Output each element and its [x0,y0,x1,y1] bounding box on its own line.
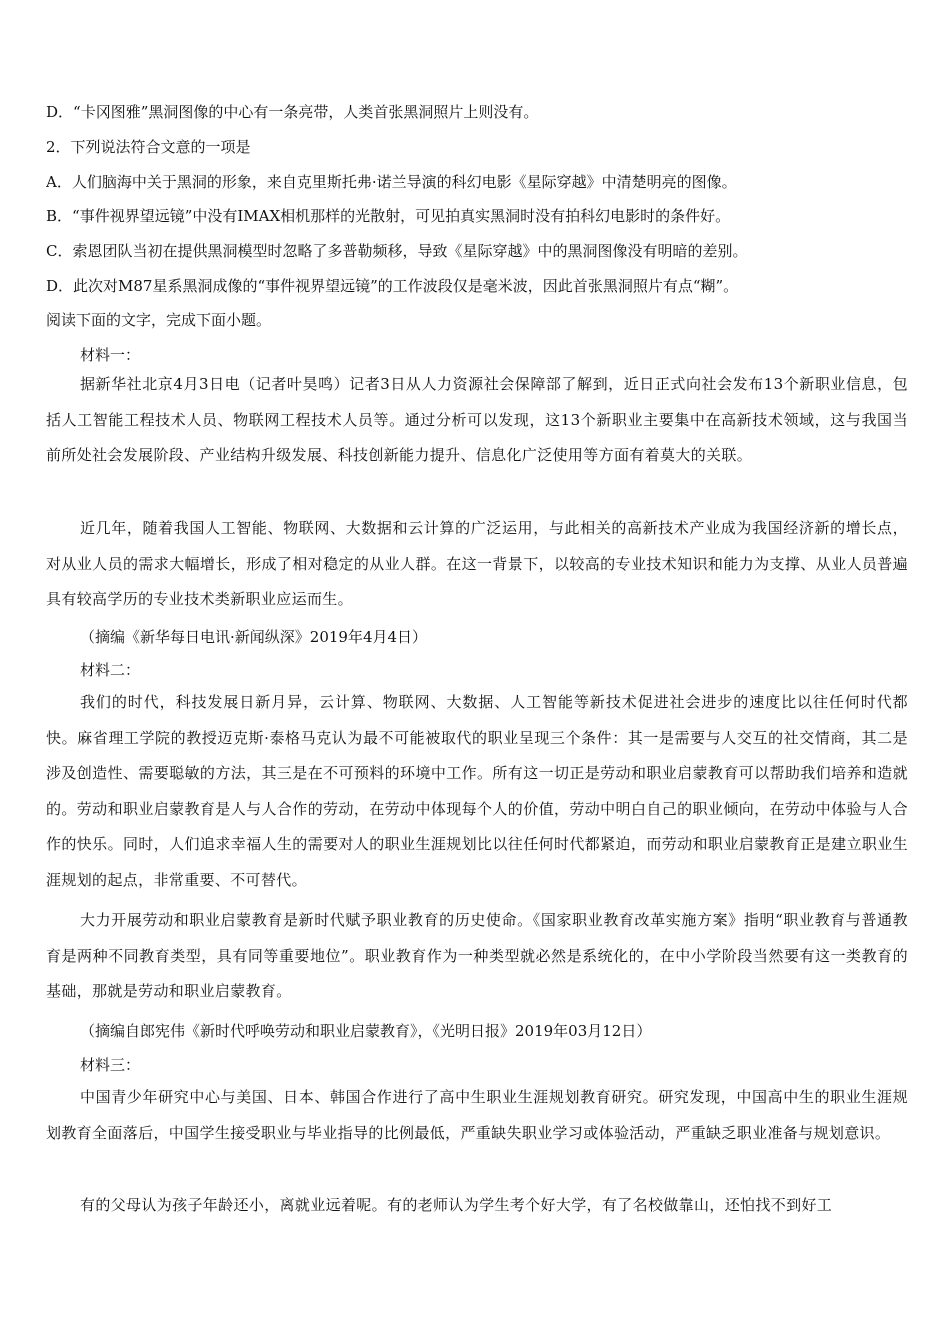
material3-paragraph-2: 有的父母认为孩子年龄还小，离就业远着呢。有的老师认为学生考个好大学，有了名校做靠山，还怕找不到好工 [80,1196,833,1214]
material2-source: （摘编自郎宪伟《新时代呼唤劳动和职业启蒙教育》，《光明日报》2019年03月12日） [80,1022,652,1040]
material3-label: 材料三： [80,1056,141,1074]
material1-paragraph-1: 据新华社北京4月3日电（记者叶昊鸣）记者3日从人力资源社会保障部了解到，近日正式向社会发布13个新职业信息，包括人工智能工程技术人员、物联网工程技术人员等。通过分析可以发现，这13个新职业主要集中在高新技术领域，这与我国当前所处社会发展阶段、产业结构升级发展、科技创新能力提升、信息化广泛使用等方面有着莫大的关联。 [46,375,908,464]
material2-label: 材料二： [80,661,141,679]
q2-option-a: A．人们脑海中关于黑洞的形象，来自克里斯托弗·诺兰导演的科幻电影《星际穿越》中清楚明亮的图像。 [46,173,737,191]
q2-option-d: D．此次对M87星系黑洞成像的“事件视界望远镜”的工作波段仅是毫米波，因此首张黑洞照片有点“糊”。 [46,277,739,295]
material1-source: （摘编《新华每日电讯·新闻纵深》2019年4月4日） [80,628,428,646]
reading-instruction: 阅读下面的文字，完成下面小题。 [46,311,272,329]
material3-paragraph-1: 中国青少年研究中心与美国、日本、韩国合作进行了高中生职业生涯规划教育研究。研究发现，中国高中生的职业生涯规划教育全面落后，中国学生接受职业与毕业指导的比例最低，严重缺失职业学习或体验活动，严重缺乏职业准备与规划意识。 [46,1088,908,1142]
q2-option-b: B．“事件视界望远镜”中没有IMAX相机那样的光散射，可见拍真实黑洞时没有拍科幻电影时的条件好。 [46,207,731,225]
material1-label: 材料一： [80,346,141,364]
q2-option-c: C．索恩团队当初在提供黑洞模型时忽略了多普勒频移，导致《星际穿越》中的黑洞图像没有明暗的差别。 [46,242,748,260]
material2-paragraph-2: 大力开展劳动和职业启蒙教育是新时代赋予职业教育的历史使命。《国家职业教育改革实施方案》指明“职业教育与普通教育是两种不同教育类型，具有同等重要地位”。职业教育作为一种类型就必然是系统化的，在中小学阶段当然要有这一类教育的基础，那就是劳动和职业启蒙教育。 [46,911,908,1000]
material2-paragraph-1: 我们的时代，科技发展日新月异，云计算、物联网、大数据、人工智能等新技术促进社会进步的速度比以往任何时代都快。麻省理工学院的教授迈克斯·泰格马克认为最不可能被取代的职业呈现三个条件：其一是需要与人交互的社交情商，其二是涉及创造性、需要聪敏的方法，其三是在不可预料的环境中工作。所有这一切正是劳动和职业启蒙教育可以帮助我们培养和造就的。劳动和职业启蒙教育是人与人合作的劳动，在劳动中体现每个人的价值，劳动中明白自己的职业倾向，在劳动中体验与人合作的快乐。同时，人们追求幸福人生的需要对人的职业生涯规划比以往任何时代都紧迫，而劳动和职业启蒙教育正是建立职业生涯规划的起点，非常重要、不可替代。 [46,693,908,889]
q2-stem: 2．下列说法符合文意的一项是 [46,138,251,156]
material1-paragraph-2: 近几年，随着我国人工智能、物联网、大数据和云计算的广泛运用，与此相关的高新技术产业成为我国经济新的增长点，对从业人员的需求大幅增长，形成了相对稳定的从业人群。在这一背景下，以较高的专业技术知识和能力为支撑、从业人员普遍具有较高学历的专业技术类新职业应运而生。 [46,519,908,608]
q1-option-d: D．“卡冈图雅”黑洞图像的中心有一条亮带，人类首张黑洞照片上则没有。 [46,103,539,121]
